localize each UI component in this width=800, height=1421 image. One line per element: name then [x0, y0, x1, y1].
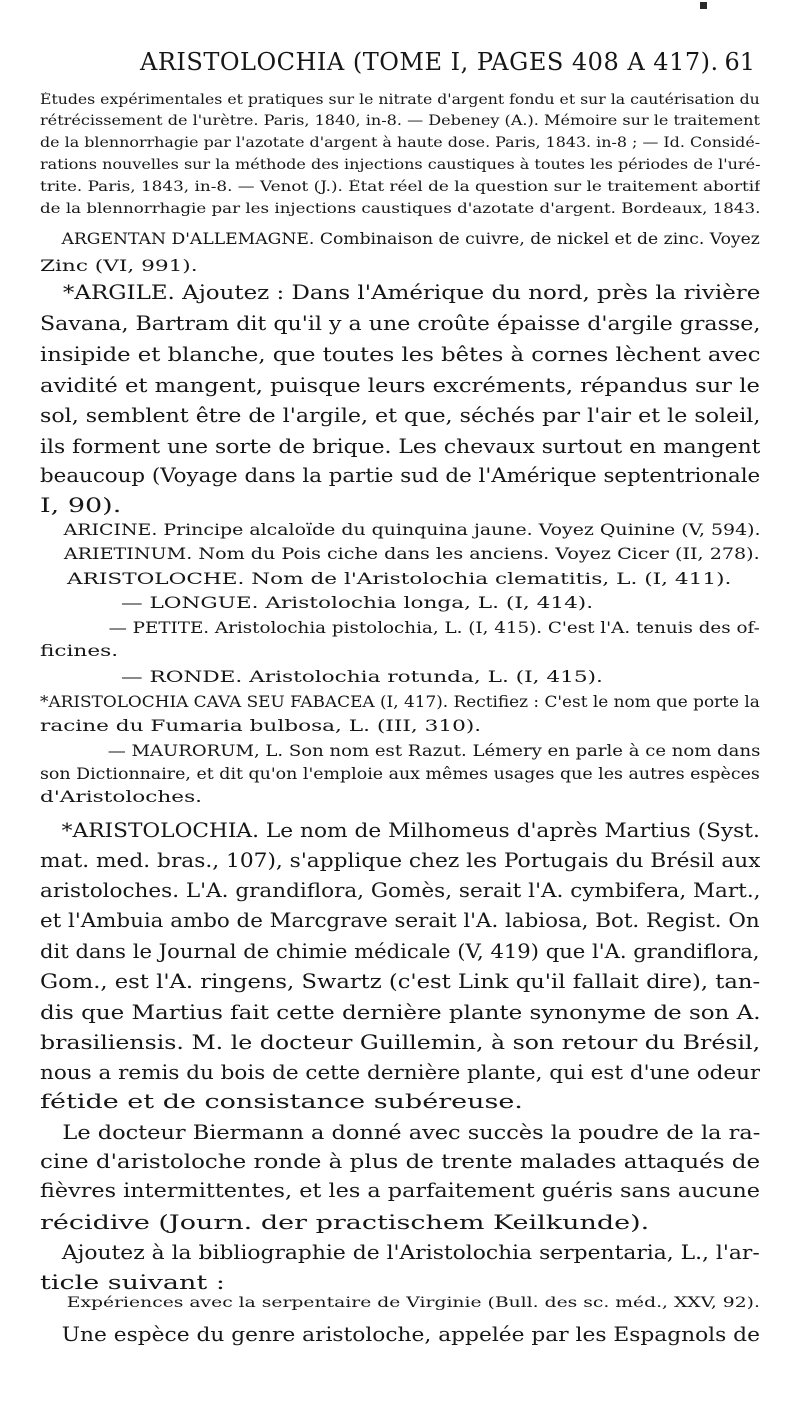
text-line: fétide et de consistance subéreuse.	[40, 1089, 523, 1113]
running-header	[40, 48, 760, 84]
text-line: Zinc (VI, 991).	[40, 256, 198, 275]
running-title: ARISTOLOCHIA (TOME I, PAGES 408 A 417).	[140, 48, 719, 76]
page-number: 61	[724, 48, 755, 76]
text-line: dis que Martius fait cette dernière plante synonyme de son A.	[40, 1000, 761, 1024]
text-line: racine du Fumaria bulbosa, L. (III, 310).	[40, 716, 482, 735]
text-line: Le docteur Biermann a donné avec succès la poudre de la ra-	[62, 1120, 761, 1144]
text-line: sol, semblent être de l'argile, et que, séchés par l'air et le soleil,	[40, 403, 761, 427]
text-line: mat. med. bras., 107), s'applique chez les Portugais du Brésil aux	[40, 848, 761, 872]
text-line: trite. Paris, 1843, in-8. — Venot (J.). État réel de la question sur le traitement abortif	[40, 179, 761, 195]
text-line: — LONGUE. Aristolochia longa, L. (I, 414).	[121, 593, 594, 612]
text-line: aristoloches. L'A. grandiflora, Gomès, serait l'A. cymbifera, Mart.,	[40, 878, 761, 902]
text-line: Ajoutez à la bibliographie de l'Aristolochia serpentaria, L., l'ar-	[61, 1240, 760, 1264]
text-line: *ARISTOLOCHIA. Le nom de Milhomeus d'après Martius (Syst.	[61, 818, 760, 842]
text-line: Une espèce du genre aristoloche, appelée par les Espagnols de	[61, 1322, 760, 1346]
text-line: I, 90).	[40, 493, 122, 517]
text-line: et l'Ambuia ambo de Marcgrave serait l'A. labiosa, Bot. Regist. On	[40, 908, 760, 932]
text-line: — PETITE. Aristolochia pistolochia, L. (I, 415). C'est l'A. tenuis des of-	[108, 618, 760, 637]
text-line: ARICINE. Principe alcaloïde du quinquina jaune. Voyez Quinine (V, 594).	[63, 520, 761, 539]
text-line: Expériences avec la serpentaire de Virginie (Bull. des sc. méd., XXV, 92).	[66, 1295, 760, 1311]
text-line: de la blennorrhagie par l'azotate d'argent à haute dose. Paris, 1843. in-8 ; — Id. Considé-	[40, 135, 761, 151]
text-line: avidité et mangent, puisque leurs excréments, répandus sur le	[40, 373, 760, 397]
text-line: récidive (Journ. der practischem Keilkunde).	[40, 1210, 650, 1234]
text-line: rétrécissement de l'urètre. Paris, 1840, in-8. — Debeney (A.). Mémoire sur le traitement	[40, 113, 760, 129]
text-line: beaucoup (Voyage dans la partie sud de l'Amérique septentrionale	[40, 463, 761, 487]
text-line: brasiliensis. M. le docteur Guillemin, à son retour du Brésil,	[40, 1030, 761, 1054]
text-line: fièvres intermittentes, et les a parfaitement guéris sans aucune	[40, 1178, 760, 1202]
text-line: — MAURORUM, L. Son nom est Razut. Lémery en parle à ce nom dans	[107, 741, 761, 760]
text-line: Savana, Bartram dit qu'il y a une croûte épaisse d'argile grasse,	[40, 311, 761, 335]
text-line: *ARISTOLOCHIA CAVA SEU FABACEA (I, 417). Rectifiez : C'est le nom que porte la	[40, 692, 760, 711]
text-line: ficines.	[40, 641, 119, 660]
text-line: ARGENTAN D'ALLEMAGNE. Combinaison de cuivre, de nickel et de zinc. Voyez	[61, 229, 760, 248]
text-line: rations nouvelles sur la méthode des injections caustiques à toutes les périodes de l'uré-	[40, 157, 761, 173]
text-line: *ARGILE. Ajoutez : Dans l'Amérique du nord, près la rivière	[62, 280, 761, 304]
text-line: ticle suivant :	[40, 1270, 225, 1294]
text-line: son Dictionnaire, et dit qu'on l'emploie aux mêmes usages que les autres espèces	[40, 764, 760, 783]
text-line: nous a remis du bois de cette dernière plante, qui est d'une odeur	[40, 1060, 761, 1084]
text-line: insipide et blanche, que toutes les bêtes à cornes lèchent avec	[40, 342, 761, 366]
text-line: d'Aristoloches.	[40, 787, 203, 806]
text-line: dit dans le Journal de chimie médicale (V, 419) que l'A. grandiflora,	[40, 939, 760, 963]
text-line: de la blennorrhagie par les injections caustiques d'azotate d'argent. Bordeaux, 1843.	[40, 201, 761, 217]
text-line: ARISTOLOCHE. Nom de l'Aristolochia clematitis, L. (I, 411).	[67, 569, 732, 588]
text-line: cine d'aristoloche ronde à plus de trente malades attaqués de	[40, 1149, 761, 1173]
text-line: ARIETINUM. Nom du Pois ciche dans les anciens. Voyez Cicer (II, 278).	[63, 544, 760, 563]
text-line: Études expérimentales et pratiques sur le nitrate d'argent fondu et sur la cautérisation du	[40, 92, 760, 108]
text-line: — RONDE. Aristolochia rotunda, L. (I, 415).	[121, 667, 603, 686]
text-line: ils forment une sorte de brique. Les chevaux surtout en mangent	[40, 434, 761, 458]
text-line: Gom., est l'A. ringens, Swartz (c'est Link qu'il fallait dire), tan-	[40, 969, 761, 993]
ink-speck	[700, 2, 707, 9]
